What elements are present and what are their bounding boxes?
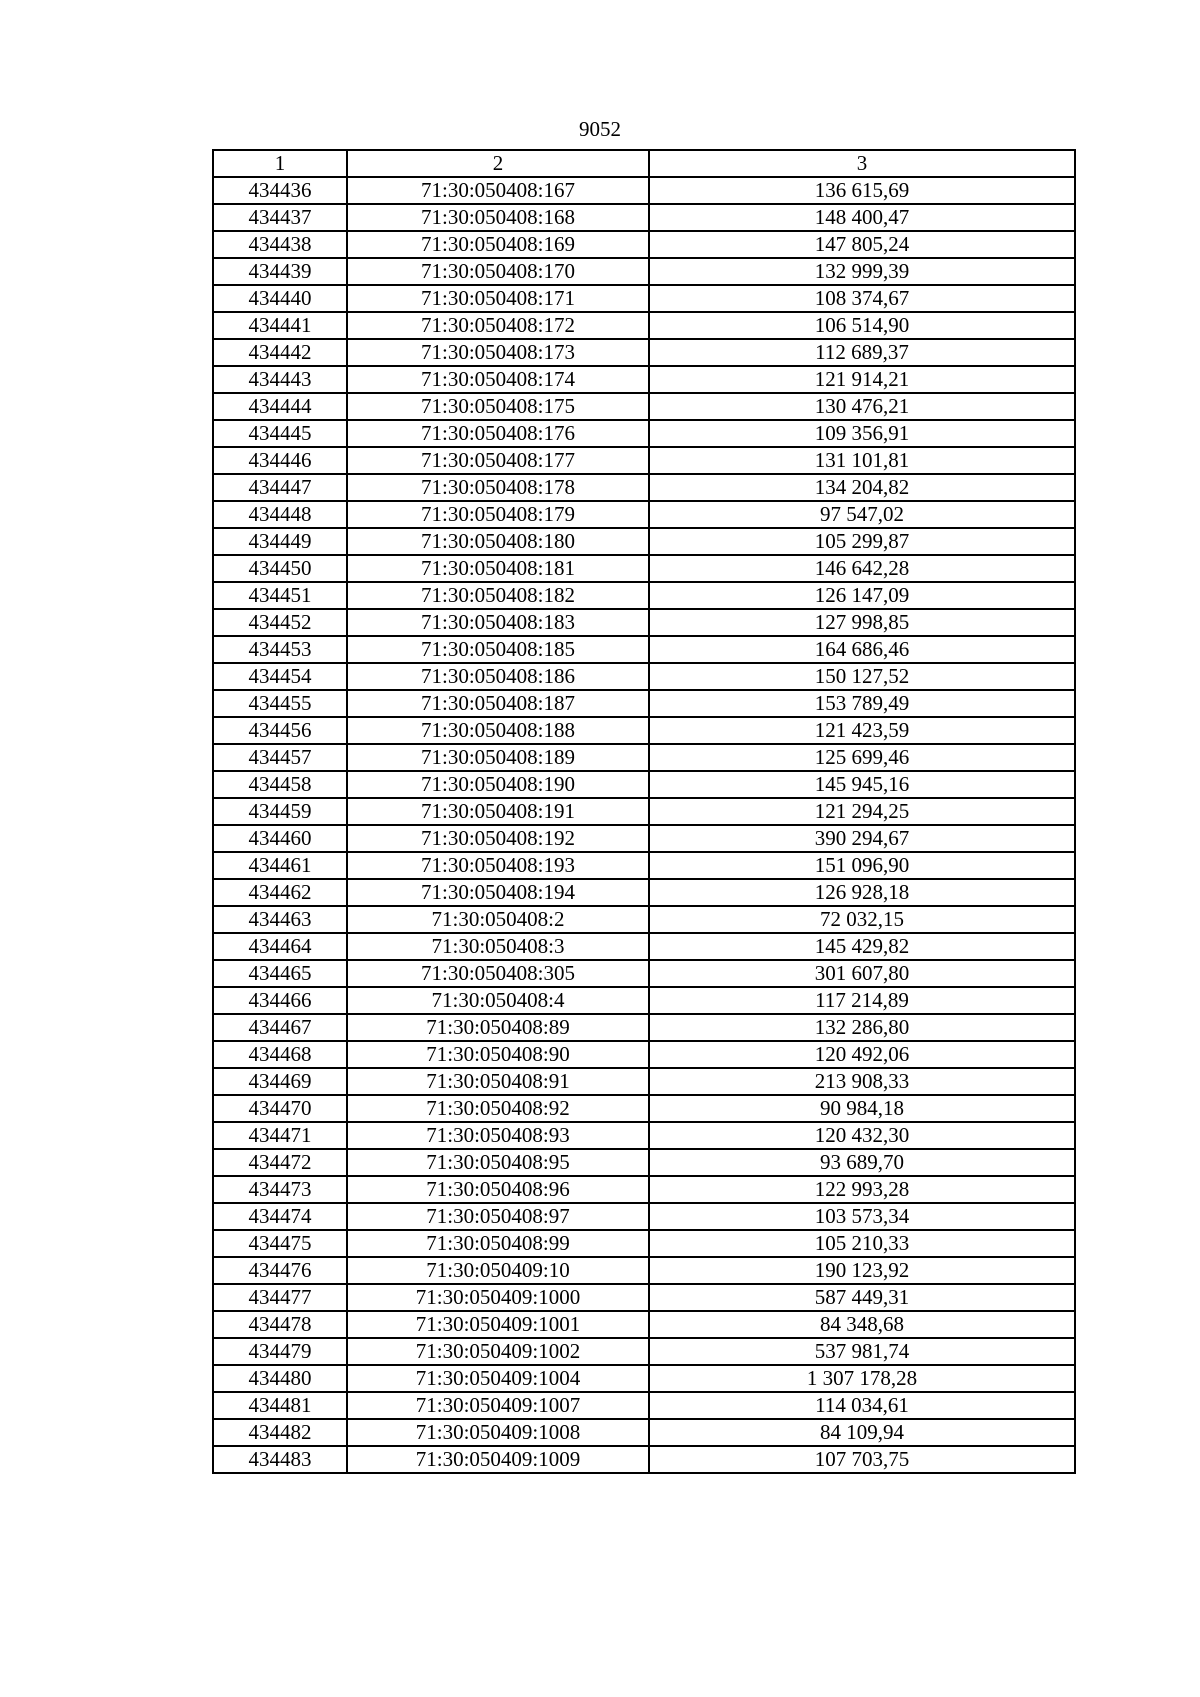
cell-value: 120 492,06 [649, 1041, 1075, 1068]
cell-cadastral-id: 71:30:050409:1008 [347, 1419, 649, 1446]
cell-value: 147 805,24 [649, 231, 1075, 258]
page-number-text: 9052 [579, 117, 621, 141]
cell-number: 434462 [213, 879, 347, 906]
table-row [213, 1095, 1075, 1122]
cell-number: 434443 [213, 366, 347, 393]
cell-number: 434456 [213, 717, 347, 744]
cell-number: 434476 [213, 1257, 347, 1284]
table-row [213, 1311, 1075, 1338]
table-row [213, 987, 1075, 1014]
cell-cadastral-id: 71:30:050408:3 [347, 933, 649, 960]
cell-number: 434460 [213, 825, 347, 852]
table-row [213, 366, 1075, 393]
cell-cadastral-id: 71:30:050409:1009 [347, 1446, 649, 1473]
table-row [213, 960, 1075, 987]
cell-cadastral-id: 71:30:050408:90 [347, 1041, 649, 1068]
cell-value: 84 348,68 [649, 1311, 1075, 1338]
table-row [213, 1203, 1075, 1230]
table-row [213, 555, 1075, 582]
cell-value: 190 123,92 [649, 1257, 1075, 1284]
cell-number: 434444 [213, 393, 347, 420]
cell-cadastral-id: 71:30:050408:185 [347, 636, 649, 663]
header-cell-2: 2 [347, 150, 649, 177]
cell-value: 164 686,46 [649, 636, 1075, 663]
cell-cadastral-id: 71:30:050408:96 [347, 1176, 649, 1203]
cell-cadastral-id: 71:30:050408:178 [347, 474, 649, 501]
cell-value: 213 908,33 [649, 1068, 1075, 1095]
cell-value: 134 204,82 [649, 474, 1075, 501]
cell-value: 105 210,33 [649, 1230, 1075, 1257]
table-row [213, 933, 1075, 960]
cell-cadastral-id: 71:30:050408:189 [347, 744, 649, 771]
cell-cadastral-id: 71:30:050408:175 [347, 393, 649, 420]
cell-value: 120 432,30 [649, 1122, 1075, 1149]
cell-value: 148 400,47 [649, 204, 1075, 231]
cell-value: 146 642,28 [649, 555, 1075, 582]
table-row [213, 285, 1075, 312]
cell-number: 434477 [213, 1284, 347, 1311]
cell-value: 114 034,61 [649, 1392, 1075, 1419]
cell-cadastral-id: 71:30:050408:170 [347, 258, 649, 285]
cell-value: 93 689,70 [649, 1149, 1075, 1176]
table-row [213, 1014, 1075, 1041]
cell-number: 434464 [213, 933, 347, 960]
cell-cadastral-id: 71:30:050408:174 [347, 366, 649, 393]
cell-cadastral-id: 71:30:050409:1004 [347, 1365, 649, 1392]
cell-cadastral-id: 71:30:050408:179 [347, 501, 649, 528]
cell-number: 434453 [213, 636, 347, 663]
cell-value: 108 374,67 [649, 285, 1075, 312]
cell-value: 127 998,85 [649, 609, 1075, 636]
cell-value: 125 699,46 [649, 744, 1075, 771]
cell-number: 434461 [213, 852, 347, 879]
cell-value: 109 356,91 [649, 420, 1075, 447]
table-row [213, 447, 1075, 474]
cell-value: 130 476,21 [649, 393, 1075, 420]
cell-value: 84 109,94 [649, 1419, 1075, 1446]
table-row [213, 312, 1075, 339]
cell-cadastral-id: 71:30:050408:89 [347, 1014, 649, 1041]
cell-number: 434448 [213, 501, 347, 528]
cell-number: 434436 [213, 177, 347, 204]
header-cell-3: 3 [649, 150, 1075, 177]
table-row [213, 609, 1075, 636]
cell-cadastral-id: 71:30:050409:1000 [347, 1284, 649, 1311]
cell-cadastral-id: 71:30:050408:169 [347, 231, 649, 258]
cell-value: 122 993,28 [649, 1176, 1075, 1203]
table-row [213, 339, 1075, 366]
cell-number: 434451 [213, 582, 347, 609]
cell-cadastral-id: 71:30:050408:173 [347, 339, 649, 366]
cell-number: 434439 [213, 258, 347, 285]
cell-value: 126 928,18 [649, 879, 1075, 906]
cell-value: 126 147,09 [649, 582, 1075, 609]
table-row [213, 717, 1075, 744]
cell-value: 117 214,89 [649, 987, 1075, 1014]
cell-number: 434478 [213, 1311, 347, 1338]
cell-value: 132 286,80 [649, 1014, 1075, 1041]
cell-cadastral-id: 71:30:050408:92 [347, 1095, 649, 1122]
table-row [213, 906, 1075, 933]
cell-cadastral-id: 71:30:050408:182 [347, 582, 649, 609]
cell-number: 434479 [213, 1338, 347, 1365]
cell-number: 434470 [213, 1095, 347, 1122]
cell-number: 434483 [213, 1446, 347, 1473]
cell-cadastral-id: 71:30:050408:188 [347, 717, 649, 744]
cell-number: 434455 [213, 690, 347, 717]
cell-number: 434454 [213, 663, 347, 690]
table-row [213, 636, 1075, 663]
cell-number: 434446 [213, 447, 347, 474]
table-row [213, 1149, 1075, 1176]
table-row [213, 1230, 1075, 1257]
cell-value: 132 999,39 [649, 258, 1075, 285]
cell-cadastral-id: 71:30:050408:95 [347, 1149, 649, 1176]
cell-cadastral-id: 71:30:050408:181 [347, 555, 649, 582]
cell-number: 434450 [213, 555, 347, 582]
cell-value: 107 703,75 [649, 1446, 1075, 1473]
cell-value: 145 945,16 [649, 771, 1075, 798]
table-row [213, 1068, 1075, 1095]
page-number [0, 117, 1200, 141]
cell-value: 106 514,90 [649, 312, 1075, 339]
cell-number: 434474 [213, 1203, 347, 1230]
cell-number: 434472 [213, 1149, 347, 1176]
cell-cadastral-id: 71:30:050409:1007 [347, 1392, 649, 1419]
table-row [213, 798, 1075, 825]
cell-number: 434465 [213, 960, 347, 987]
cell-number: 434473 [213, 1176, 347, 1203]
cell-value: 587 449,31 [649, 1284, 1075, 1311]
cell-number: 434441 [213, 312, 347, 339]
table-row [213, 1392, 1075, 1419]
cell-number: 434482 [213, 1419, 347, 1446]
cell-number: 434449 [213, 528, 347, 555]
cell-number: 434452 [213, 609, 347, 636]
table-row [213, 879, 1075, 906]
cell-value: 105 299,87 [649, 528, 1075, 555]
table-row [213, 177, 1075, 204]
cell-value: 151 096,90 [649, 852, 1075, 879]
cell-cadastral-id: 71:30:050408:183 [347, 609, 649, 636]
cell-value: 390 294,67 [649, 825, 1075, 852]
table-row [213, 258, 1075, 285]
table-row [213, 771, 1075, 798]
cell-value: 537 981,74 [649, 1338, 1075, 1365]
cell-number: 434459 [213, 798, 347, 825]
table-row [213, 393, 1075, 420]
cell-value: 72 032,15 [649, 906, 1075, 933]
table-row [213, 501, 1075, 528]
cell-value: 301 607,80 [649, 960, 1075, 987]
table-row [213, 1338, 1075, 1365]
cell-value: 136 615,69 [649, 177, 1075, 204]
cell-number: 434481 [213, 1392, 347, 1419]
cell-number: 434475 [213, 1230, 347, 1257]
cell-number: 434466 [213, 987, 347, 1014]
table-body [213, 177, 1075, 1473]
cell-value: 121 914,21 [649, 366, 1075, 393]
data-table [212, 149, 1076, 1474]
cell-cadastral-id: 71:30:050408:176 [347, 420, 649, 447]
cell-cadastral-id: 71:30:050408:180 [347, 528, 649, 555]
cell-cadastral-id: 71:30:050408:171 [347, 285, 649, 312]
cell-cadastral-id: 71:30:050408:177 [347, 447, 649, 474]
table-row [213, 1446, 1075, 1473]
table-row [213, 1257, 1075, 1284]
cell-value: 131 101,81 [649, 447, 1075, 474]
cell-number: 434480 [213, 1365, 347, 1392]
table-row [213, 1284, 1075, 1311]
cell-number: 434440 [213, 285, 347, 312]
cell-number: 434457 [213, 744, 347, 771]
cell-value: 90 984,18 [649, 1095, 1075, 1122]
cell-cadastral-id: 71:30:050408:190 [347, 771, 649, 798]
table-row [213, 1122, 1075, 1149]
cell-cadastral-id: 71:30:050409:1001 [347, 1311, 649, 1338]
table-row [213, 231, 1075, 258]
table-row [213, 1419, 1075, 1446]
table-row [213, 420, 1075, 447]
cell-value: 153 789,49 [649, 690, 1075, 717]
cell-cadastral-id: 71:30:050408:93 [347, 1122, 649, 1149]
cell-cadastral-id: 71:30:050408:187 [347, 690, 649, 717]
table-row [213, 825, 1075, 852]
cell-number: 434471 [213, 1122, 347, 1149]
table-header-row [213, 150, 1075, 177]
table-row [213, 528, 1075, 555]
cell-cadastral-id: 71:30:050408:192 [347, 825, 649, 852]
table-row [213, 1041, 1075, 1068]
cell-cadastral-id: 71:30:050409:10 [347, 1257, 649, 1284]
table-row [213, 690, 1075, 717]
cell-number: 434467 [213, 1014, 347, 1041]
cell-cadastral-id: 71:30:050408:193 [347, 852, 649, 879]
cell-value: 121 294,25 [649, 798, 1075, 825]
cell-cadastral-id: 71:30:050408:191 [347, 798, 649, 825]
cell-number: 434447 [213, 474, 347, 501]
cell-number: 434469 [213, 1068, 347, 1095]
table-row [213, 663, 1075, 690]
cell-cadastral-id: 71:30:050408:99 [347, 1230, 649, 1257]
cell-value: 150 127,52 [649, 663, 1075, 690]
cell-number: 434468 [213, 1041, 347, 1068]
cell-cadastral-id: 71:30:050408:168 [347, 204, 649, 231]
cell-cadastral-id: 71:30:050408:4 [347, 987, 649, 1014]
header-cell-1: 1 [213, 150, 347, 177]
cell-cadastral-id: 71:30:050408:305 [347, 960, 649, 987]
cell-value: 145 429,82 [649, 933, 1075, 960]
cell-number: 434437 [213, 204, 347, 231]
cell-cadastral-id: 71:30:050409:1002 [347, 1338, 649, 1365]
cell-value: 112 689,37 [649, 339, 1075, 366]
cell-cadastral-id: 71:30:050408:172 [347, 312, 649, 339]
cell-number: 434442 [213, 339, 347, 366]
cell-number: 434445 [213, 420, 347, 447]
cell-value: 97 547,02 [649, 501, 1075, 528]
cell-cadastral-id: 71:30:050408:167 [347, 177, 649, 204]
cell-cadastral-id: 71:30:050408:2 [347, 906, 649, 933]
table-row [213, 744, 1075, 771]
table-row [213, 1365, 1075, 1392]
table-row [213, 474, 1075, 501]
cell-cadastral-id: 71:30:050408:194 [347, 879, 649, 906]
cell-cadastral-id: 71:30:050408:97 [347, 1203, 649, 1230]
cell-cadastral-id: 71:30:050408:186 [347, 663, 649, 690]
cell-number: 434463 [213, 906, 347, 933]
cell-value: 103 573,34 [649, 1203, 1075, 1230]
cell-cadastral-id: 71:30:050408:91 [347, 1068, 649, 1095]
cell-number: 434438 [213, 231, 347, 258]
table-row [213, 852, 1075, 879]
table-row [213, 1176, 1075, 1203]
cell-value: 1 307 178,28 [649, 1365, 1075, 1392]
table-row [213, 204, 1075, 231]
cell-value: 121 423,59 [649, 717, 1075, 744]
cell-number: 434458 [213, 771, 347, 798]
table-row [213, 582, 1075, 609]
